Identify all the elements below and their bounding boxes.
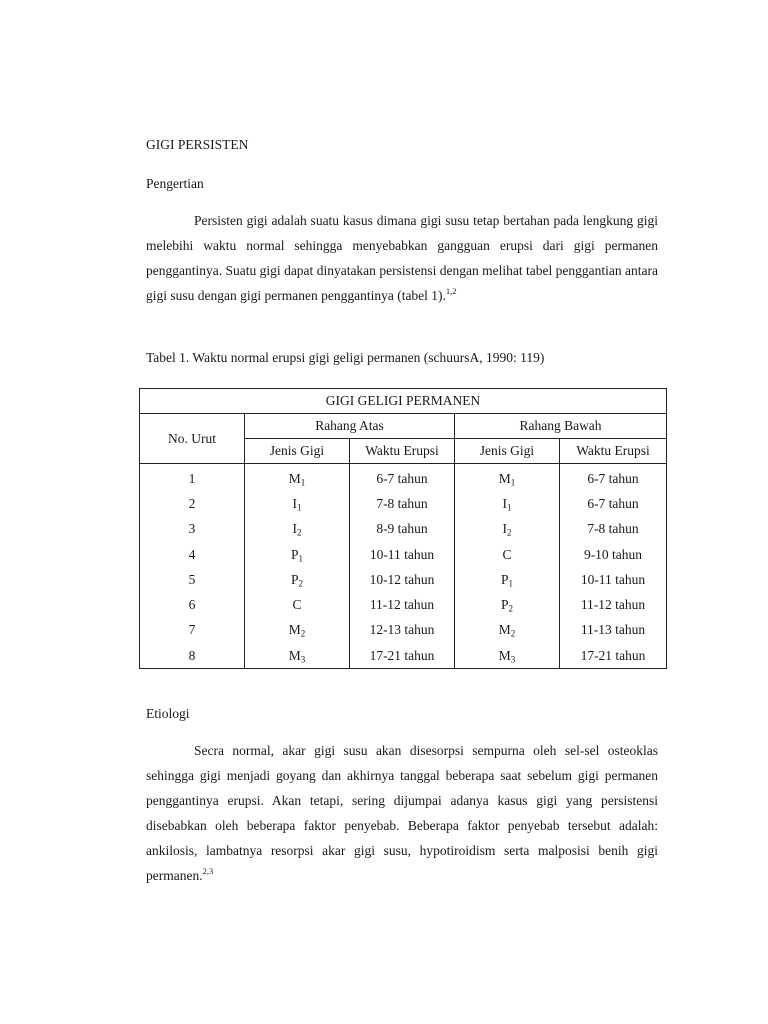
- cell-no-urut: 8: [140, 643, 245, 669]
- cell-upper-tooth: [245, 464, 350, 492]
- cell-upper-tooth-index: 3: [300, 653, 306, 664]
- cell-upper-time: 11-12 tahun: [350, 592, 455, 617]
- cell-upper-tooth-index: 1: [297, 502, 302, 513]
- cell-lower-tooth-letter: M: [498, 470, 511, 486]
- table-caption: Tabel 1. Waktu normal erupsi gigi geligi permanen (schuursA, 1990: 119): [146, 350, 545, 365]
- table-row: [140, 542, 667, 567]
- cell-upper-time: 12-13 tahun: [350, 618, 455, 643]
- table-title: GIGI GELIGI PERMANEN: [140, 389, 667, 414]
- cell-lower-tooth-letter: M: [498, 622, 511, 638]
- cell-upper-time: 17-21 tahun: [350, 643, 455, 669]
- cell-lower-tooth: [455, 567, 560, 592]
- cell-lower-time: 11-13 tahun: [560, 618, 667, 643]
- cell-lower-time: 7-8 tahun: [560, 517, 667, 542]
- subheading-pengertian: Pengertian: [146, 176, 204, 191]
- cell-lower-tooth-index: 2: [510, 628, 516, 639]
- section-title: GIGI PERSISTEN: [146, 137, 249, 152]
- cell-lower-tooth: [455, 592, 560, 617]
- table-row: [140, 643, 667, 669]
- cell-lower-time: 11-12 tahun: [560, 592, 667, 617]
- paragraph-etiologi: [146, 738, 658, 888]
- cell-upper-tooth-index: 2: [300, 628, 306, 639]
- cell-no-urut: 4: [140, 542, 245, 567]
- table-row: [140, 618, 667, 643]
- paragraph-pengertian: [146, 208, 658, 308]
- cell-upper-tooth: [245, 618, 350, 643]
- header-rahang-atas: Rahang Atas: [245, 414, 455, 439]
- cell-lower-time: 6-7 tahun: [560, 491, 667, 516]
- cell-upper-tooth-index: 2: [297, 527, 302, 538]
- cell-lower-tooth-letter: P: [500, 597, 509, 613]
- paragraph-etiologi-text: Secra normal, akar gigi susu akan disesorpsi sempurna oleh sel-sel osteoklas sehingga gigi menjadi goyang dan akhirnya tanggal beberapa saat sebelum gigi permanen penggantinya erupsi. Akan tetapi, sering dijumpai adanya kasus gigi yang persistensi disebabkan oleh beberapa faktor penyebab. Beberapa faktor penyebab tersebut adalah: ankilosis, lambatnya resorpsi akar gigi susu, hypotiroidism serta malposisi benih gigi permanen.: [146, 743, 658, 883]
- citation-1: 1,2: [445, 286, 457, 297]
- cell-upper-tooth: [245, 567, 350, 592]
- cell-upper-tooth-letter: M: [288, 647, 301, 663]
- cell-lower-tooth: [455, 542, 560, 567]
- citation-2: 2,3: [202, 866, 214, 877]
- cell-upper-tooth: [245, 517, 350, 542]
- paragraph-pengertian-text: Persisten gigi adalah suatu kasus dimana gigi susu tetap bertahan pada lengkung gigi melebihi waktu normal sehingga menyebabkan gangguan erupsi dari gigi permanen penggantinya. Suatu gigi dapat dinyatakan persistensi dengan melihat tabel penggantian antara gigi susu dengan gigi permanen penggantinya (tabel 1).: [146, 213, 658, 303]
- cell-upper-time: 6-7 tahun: [350, 464, 455, 492]
- cell-lower-tooth-letter: I: [502, 521, 507, 537]
- cell-lower-tooth: [455, 464, 560, 492]
- cell-lower-tooth-letter: P: [500, 571, 509, 587]
- cell-lower-tooth: [455, 517, 560, 542]
- cell-lower-tooth-letter: C: [502, 546, 512, 562]
- cell-upper-tooth-letter: M: [288, 470, 301, 486]
- cell-no-urut: 5: [140, 567, 245, 592]
- header-no-urut: No. Urut: [140, 414, 245, 464]
- cell-upper-time: 7-8 tahun: [350, 491, 455, 516]
- cell-upper-tooth: [245, 592, 350, 617]
- cell-upper-time: 10-11 tahun: [350, 542, 455, 567]
- cell-upper-time: 10-12 tahun: [350, 567, 455, 592]
- table-row: [140, 517, 667, 542]
- table-row: [140, 491, 667, 516]
- cell-upper-tooth-letter: I: [292, 521, 297, 537]
- cell-no-urut: 3: [140, 517, 245, 542]
- cell-lower-tooth-letter: M: [498, 647, 511, 663]
- table-group-row: [140, 414, 667, 439]
- cell-upper-tooth-letter: C: [292, 597, 302, 613]
- cell-no-urut: 2: [140, 491, 245, 516]
- header-lower-jenis-gigi: Jenis Gigi: [455, 439, 560, 464]
- cell-lower-tooth-index: 1: [510, 476, 516, 487]
- cell-upper-tooth-index: 2: [298, 578, 303, 589]
- cell-upper-tooth-letter: P: [290, 546, 299, 562]
- eruption-table: [139, 388, 667, 669]
- subheading-etiologi: Etiologi: [146, 706, 190, 721]
- cell-lower-tooth: [455, 618, 560, 643]
- cell-lower-tooth-index: 3: [510, 653, 516, 664]
- cell-no-urut: 1: [140, 464, 245, 492]
- cell-upper-tooth-letter: I: [292, 495, 297, 511]
- cell-lower-tooth: [455, 643, 560, 669]
- cell-lower-time: 10-11 tahun: [560, 567, 667, 592]
- cell-upper-tooth-index: 1: [300, 476, 306, 487]
- table-row: [140, 464, 667, 492]
- cell-upper-tooth: [245, 643, 350, 669]
- cell-upper-tooth-index: 1: [298, 552, 303, 563]
- cell-lower-tooth-index: 1: [507, 502, 512, 513]
- cell-upper-tooth: [245, 491, 350, 516]
- table-row: [140, 567, 667, 592]
- table-row: [140, 592, 667, 617]
- header-lower-waktu-erupsi: Waktu Erupsi: [560, 439, 667, 464]
- cell-lower-tooth-index: 2: [508, 603, 513, 614]
- table-title-row: [140, 389, 667, 414]
- cell-lower-tooth-index: 2: [507, 527, 512, 538]
- cell-lower-time: 6-7 tahun: [560, 464, 667, 492]
- cell-upper-tooth: [245, 542, 350, 567]
- cell-lower-tooth: [455, 491, 560, 516]
- cell-upper-tooth-letter: P: [290, 571, 299, 587]
- header-upper-waktu-erupsi: Waktu Erupsi: [350, 439, 455, 464]
- cell-upper-time: 8-9 tahun: [350, 517, 455, 542]
- header-rahang-bawah: Rahang Bawah: [455, 414, 667, 439]
- cell-lower-time: 9-10 tahun: [560, 542, 667, 567]
- cell-no-urut: 6: [140, 592, 245, 617]
- cell-upper-tooth-letter: M: [288, 622, 301, 638]
- cell-no-urut: 7: [140, 618, 245, 643]
- cell-lower-tooth-letter: I: [502, 495, 507, 511]
- cell-lower-tooth-index: 1: [508, 578, 513, 589]
- header-upper-jenis-gigi: Jenis Gigi: [245, 439, 350, 464]
- cell-lower-time: 17-21 tahun: [560, 643, 667, 669]
